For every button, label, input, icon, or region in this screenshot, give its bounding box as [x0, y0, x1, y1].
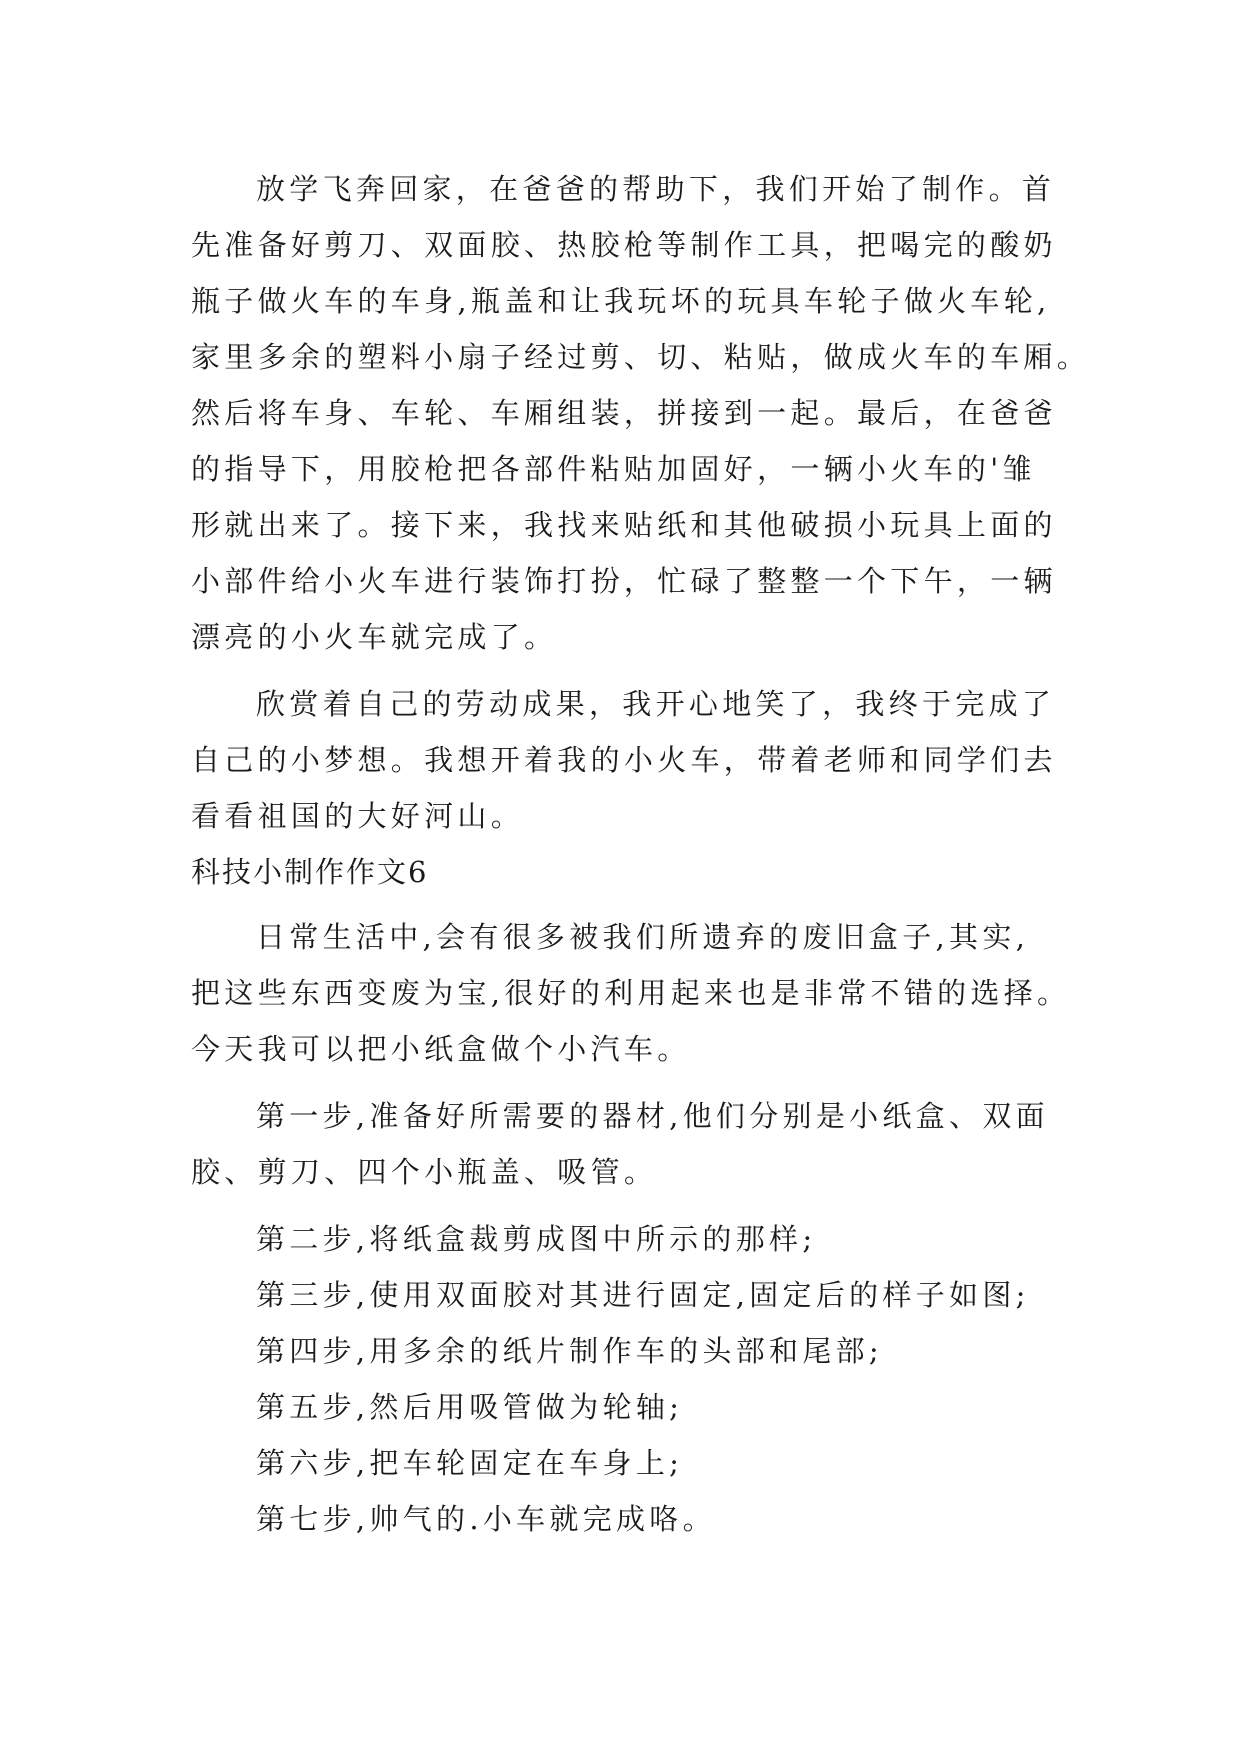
paragraph-line: 放学飞奔回家，在爸爸的帮助下，我们开始了制作。首: [256, 172, 1056, 206]
paragraph-line: 把这些东西变废为宝,很好的利用起来也是非常不错的选择。: [191, 976, 1071, 1010]
section-heading: 科技小制作作文6: [191, 855, 429, 889]
paragraph-line: 胶、剪刀、四个小瓶盖、吸管。: [191, 1155, 658, 1189]
paragraph-line: 家里多余的塑料小扇子经过剪、切、粘贴，做成火车的车厢。: [191, 340, 1091, 374]
paragraph-line: 第一步,准备好所需要的器材,他们分别是小纸盒、双面: [256, 1099, 1049, 1133]
step-line: 第五步,然后用吸管做为轮轴;: [256, 1390, 684, 1424]
paragraph-line: 瓶子做火车的车身,瓶盖和让我玩坏的玩具车轮子做火车轮,: [191, 284, 1051, 318]
paragraph-line: 看看祖国的大好河山。: [191, 799, 525, 833]
paragraph-line: 然后将车身、车轮、车厢组装，拼接到一起。最后，在爸爸: [191, 396, 1057, 430]
paragraph-line: 漂亮的小火车就完成了。: [191, 620, 558, 654]
paragraph-line: 小部件给小火车进行装饰打扮，忙碌了整整一个下午，一辆: [191, 564, 1057, 598]
step-line: 第二步,将纸盒裁剪成图中所示的那样;: [256, 1222, 817, 1256]
paragraph-line: 先准备好剪刀、双面胶、热胶枪等制作工具，把喝完的酸奶: [191, 228, 1057, 262]
paragraph-line: 的指导下，用胶枪把各部件粘贴加固好，一辆小火车的'雏: [191, 452, 1036, 486]
paragraph-line: 今天我可以把小纸盒做个小汽车。: [191, 1032, 691, 1066]
step-line: 第七步,帅气的.小车就完成咯。: [256, 1502, 716, 1536]
paragraph-line: 自己的小梦想。我想开着我的小火车，带着老师和同学们去: [191, 743, 1057, 777]
step-line: 第六步,把车轮固定在车身上;: [256, 1446, 684, 1480]
step-line: 第三步,使用双面胶对其进行固定,固定后的样子如图;: [256, 1278, 1030, 1312]
paragraph-line: 形就出来了。接下来，我找来贴纸和其他破损小玩具上面的: [191, 508, 1057, 542]
paragraph-line: 日常生活中,会有很多被我们所遗弃的废旧盒子,其实,: [256, 920, 1030, 954]
step-line: 第四步,用多余的纸片制作车的头部和尾部;: [256, 1334, 883, 1368]
paragraph-line: 欣赏着自己的劳动成果，我开心地笑了，我终于完成了: [256, 687, 1056, 721]
